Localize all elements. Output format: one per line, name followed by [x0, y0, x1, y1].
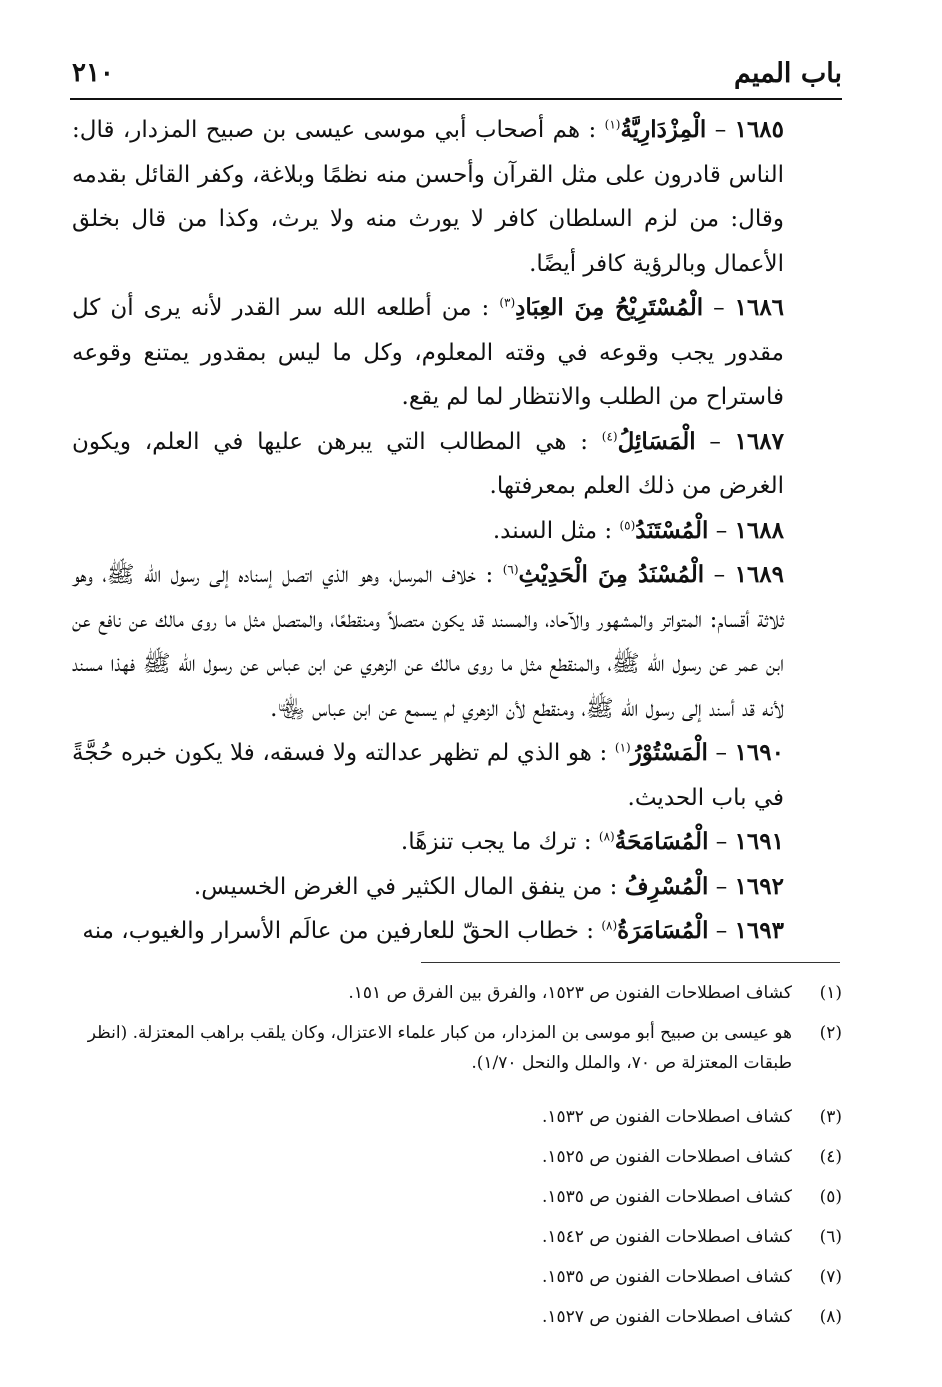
footnote-marker: (١)	[614, 740, 631, 755]
entry-term: الْمُسْنَدُ مِنَ الْحَدِيْثِ	[518, 561, 705, 588]
entry-text: : من أطلعه الله سر القدر لأنه يرى أن كل مقدور يجب وقوعه في وقته المعلوم، وكل ما ليس بمقدور يمتنع وقوعه فاستراح من الطلب والانتظار لما لم يقع.	[72, 295, 784, 410]
footnote-8	[72, 1302, 842, 1342]
footnote-marker: (٥)	[619, 517, 636, 532]
entry-1687: ١٦٨٧ – الْمَسَائِلُ$^{(٤)}$ : هي المطالب التي يبرهن عليها في العلم، ويكون الغرض من ذلك العلم بمعرفتها.	[72, 427, 785, 499]
footnote-text: كشاف اصطلاحات الفنون ص ١٥٣٢.	[541, 1107, 792, 1127]
entry-1688: ١٦٨٨ – الْمُسْتَنَدُ$^{(٥)}$ : مثل السند.	[492, 516, 784, 544]
footnote-marker: (٨)	[598, 829, 615, 844]
footnote-text: كشاف اصطلاحات الفنون ص ١٥٣٥.	[541, 1267, 792, 1287]
footnote-4	[72, 1142, 842, 1182]
footnote-text: كشاف اصطلاحات الفنون ص ١٥٢٣، والفرق بين الفرق ص ١٥١.	[348, 983, 792, 1003]
footnote-number: (٨)	[819, 1307, 842, 1327]
footnotes	[72, 978, 842, 1342]
entry-text: : ترك ما يجب تنزهًا.	[400, 829, 592, 855]
entry-term: الْمَسَائِلُ	[617, 427, 696, 455]
footnote-7	[72, 1262, 842, 1302]
footnote-marker: (٦)	[502, 562, 519, 577]
entry-term: الْمَسْتُوْرُ	[630, 739, 708, 766]
entry-number: ١٦٨٥	[734, 116, 785, 143]
footnote-number: (٦)	[819, 1227, 842, 1247]
footnote-text: هو عيسى بن صبيح أبو موسى بن المزدار، من كبار علماء الاعتزال، وكان يلقب براهب المعتزلة. (انظر طبقات المعتزلة ص ٧٠، والملل والنحل ١/٧٠).	[87, 1023, 792, 1073]
entry-term: الْمُسَامَحَةُ	[614, 828, 709, 855]
footnote-5	[72, 1182, 842, 1222]
entry-text: : هو الذي لم تظهر عدالته ولا فسقه، فلا يكون خبره حُجَّةً في باب الحديث.	[72, 740, 784, 811]
chapter-title: باب الميم	[733, 58, 842, 89]
footnote-marker: (٨)	[601, 918, 618, 933]
footnote-divider	[421, 962, 840, 963]
entry-1686: ١٦٨٦ – الْمُسْتَرِيْحُ مِنَ العِبَادِ$^{(٣)}$ : من أطلعه الله سر القدر لأنه يرى أن كل مقدور يجب وقوعه في وقته المعلوم، وكل ما ليس بمقدور يمتنع وقوعه فاستراح من الطلب والانتظار لما لم يقع.	[72, 294, 785, 410]
footnote-3	[72, 1102, 842, 1142]
footnote-number: (٢)	[819, 1023, 842, 1043]
entry-term: الْمِزْدَارِيَّةُ	[620, 116, 707, 143]
entry-1690: ١٦٩٠ – الْمَسْتُوْرُ$^{(١)}$ : هو الذي لم تظهر عدالته ولا فسقه، فلا يكون خبره حُجَّةً في باب الحديث.	[72, 739, 784, 811]
page-number: ٢١٠	[72, 58, 114, 88]
entry-term: الْمُسْتَنَدُ	[635, 516, 709, 544]
footnote-marker: (٣)	[499, 295, 516, 310]
entry-number: ١٦٩٠	[734, 739, 784, 766]
entry-term: الْمُسَامَرَةُ	[617, 917, 709, 944]
footnote-number: (٣)	[819, 1107, 842, 1127]
entry-text: : هي المطالب التي يبرهن عليها في العلم، ويكون الغرض من ذلك العلم بمعرفتها.	[72, 428, 784, 499]
footnote-1	[72, 978, 842, 1018]
entry-number: ١٦٨٦	[734, 294, 785, 321]
footnote-text: كشاف اصطلاحات الفنون ص ١٥٢٧.	[541, 1307, 792, 1327]
entry-number: ١٦٩٢	[734, 872, 784, 900]
entry-1692: ١٦٩٢ – الْمُسْرِفُ : من ينفق المال الكثير في الغرض الخسيس.	[193, 872, 784, 900]
footnote-2	[72, 1018, 842, 1102]
footnote-number: (٥)	[819, 1187, 842, 1207]
entry-text: : مثل السند.	[492, 517, 613, 544]
entry-1691: ١٦٩١ – الْمُسَامَحَةُ$^{(٨)}$ : ترك ما يجب تنزهًا.	[400, 828, 784, 855]
footnote-marker: (٤)	[601, 428, 618, 443]
entry-1685: ١٦٨٥ – الْمِزْدَارِيَّةُ$^{(١)}$ : هم أصحاب أبي موسى عيسى بن صبيح المزدار، قال: الناس قادرون على مثل القرآن وأحسن منه نظمًا وبلاغة، وكفر القائل بقدمه وقال: من لزم السلطان كافر لا يورث منه ولا يرث، وكذا من قال بخلق الأعمال وبالرؤية كافر أيضًا.	[72, 116, 785, 277]
entry-text: : خلاف المرسل، وهو الذي اتصل إسناده إلى رسول الله ﷺ، وهو ثلاثة أقسام: المتواتر والمشهور والآحاد، والمسند قد يكون متصلاً ومنقطعًا، والمتصل مثل ما روى مالك عن نافع عن ابن عمر عن رسول الله ﷺ، والمنقطع مثل ما روى مالك عن الزهري عن ابن عباس عن رسول الله ﷺ فهذا مسند لأنه قد أسند إلى رسول الله ﷺ، ومنقطع لأن الزهري لم يسمع عن ابن عباس ﵄.	[72, 562, 784, 722]
footnote-text: كشاف اصطلاحات الفنون ص ١٥٢٥.	[541, 1147, 792, 1167]
entry-text: : من ينفق المال الكثير في الغرض الخسيس.	[193, 873, 618, 900]
entry-number: ١٦٨٧	[734, 427, 785, 455]
entry-number: ١٦٨٩	[734, 561, 785, 588]
entry-term: الْمُسْرِفُ	[624, 872, 709, 900]
entry-text: : هم أصحاب أبي موسى عيسى بن صبيح المزدار، قال: الناس قادرون على مثل القرآن وأحسن منه نظمًا وبلاغة، وكفر القائل بقدمه وقال: من لزم السلطان كافر لا يورث منه ولا يرث، وكذا من قال بخلق الأعمال وبالرؤية كافر أيضًا.	[72, 117, 784, 277]
footnote-number: (٧)	[819, 1267, 842, 1287]
page-header	[70, 58, 842, 98]
footnote-text: كشاف اصطلاحات الفنون ص ١٥٤٢.	[541, 1227, 792, 1247]
entry-1693: ١٦٩٣ – الْمُسَامَرَةُ$^{(٨)}$ : خطاب الحقّ للعارفين من عالَم الأسرار والغيوب، منه	[82, 917, 784, 944]
entry-1689: ١٦٨٩ – الْمُسْنَدُ مِنَ الْحَدِيْثِ$^{(٦)}$ : خلاف المرسل، وهو الذي اتصل إسناده إلى رسول الله ﷺ، وهو ثلاثة أقسام: المتواتر والمشهور والآحاد، والمسند قد يكون متصلاً ومنقطعًا، والمتصل مثل ما روى مالك عن نافع عن ابن عمر عن رسول الله ﷺ، والمنقطع مثل ما روى مالك عن الزهري عن ابن عباس عن رسول الله ﷺ فهذا مسند لأنه قد أسند إلى رسول الله ﷺ، ومنقطع لأن الزهري لم يسمع عن ابن عباس ﵄.	[72, 561, 785, 722]
entry-term: الْمُسْتَرِيْحُ مِنَ العِبَادِ	[515, 294, 704, 321]
footnote-marker: (١)	[604, 117, 621, 132]
entry-number: ١٦٩٣	[734, 917, 784, 944]
entry-number: ١٦٩١	[734, 828, 784, 855]
header-divider	[70, 98, 842, 100]
entry-text: : خطاب الحقّ للعارفين من عالَم الأسرار والغيوب، منه	[82, 918, 595, 944]
main-text	[72, 108, 840, 954]
footnote-6	[72, 1222, 842, 1262]
footnote-number: (٤)	[819, 1147, 842, 1167]
footnote-number: (١)	[819, 983, 842, 1003]
footnote-text: كشاف اصطلاحات الفنون ص ١٥٣٥.	[541, 1187, 792, 1207]
entry-number: ١٦٨٨	[734, 516, 784, 544]
